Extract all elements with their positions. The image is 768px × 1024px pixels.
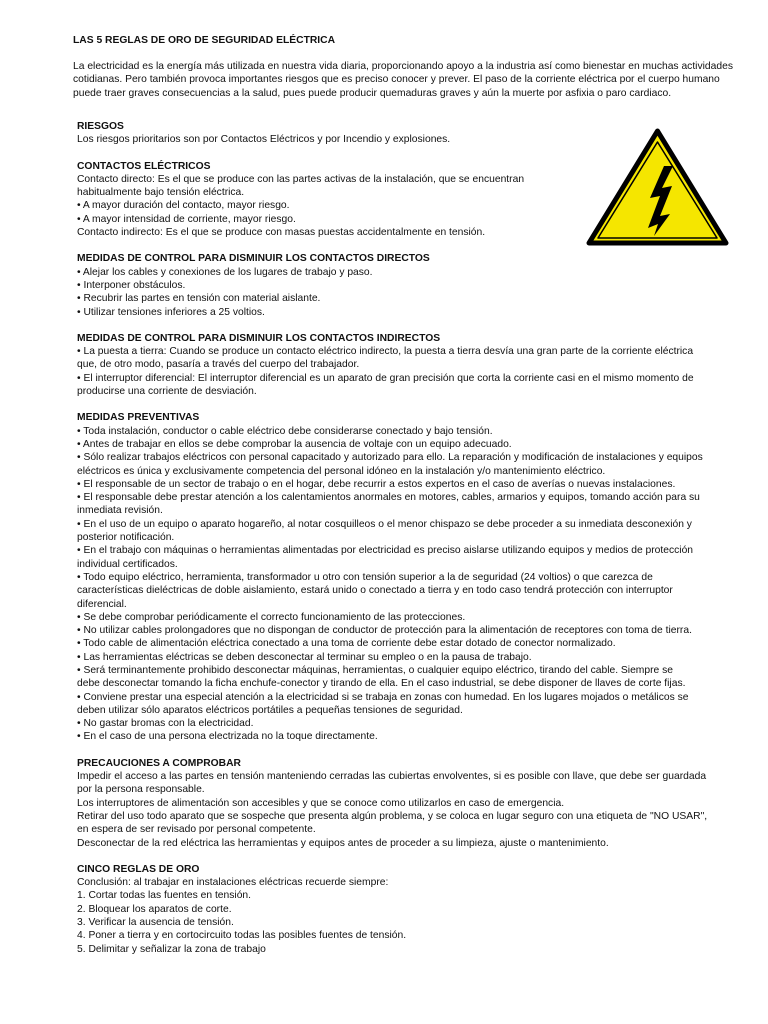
document-title: LAS 5 REGLAS DE ORO DE SEGURIDAD ELÉCTRICA [73, 35, 336, 46]
text-line: • Todo cable de alimentación eléctrica conectado a una toma de corriente debe estar dotado de conector normalizado. [77, 638, 616, 650]
document-body [77, 120, 737, 956]
text-line: debe desconectar tomando la ficha enchufe-conector y tirando de ella. En el caso industrial, se debe disponer de llaves de corte fijas. [77, 678, 686, 690]
text-line: Los riesgos prioritarios son por Contactos Eléctricos y por Incendio y explosiones. [77, 134, 451, 146]
text-line: • Antes de trabajar en ellos se debe comprobar la ausencia de voltaje con un equipo adecuado. [77, 438, 512, 450]
text-line: Impedir el acceso a las partes en tensión manteniendo cerradas las cubiertas envolventes, si es posible con llave, que debe ser guardada [77, 771, 707, 783]
text-line: • Conviene prestar una especial atención a la electricidad si se trabaja en zonas con humedad. En los lugares mojados o metálicos se [77, 691, 689, 703]
list-item: 3. Verificar la ausencia de tensión. [77, 917, 234, 929]
intro-paragraph: La electricidad es la energía más utilizada en nuestra vida diaria, proporcionando apoyo a la industria así como bienestar en muchas actividades cotidianas. Pero también provoca importantes riesgos que es preciso conocer y prever. El paso de la corriente eléctrica por el cuerpo humano puede traer graves consecuencias a la salud, pues puede producir quemaduras graves y aún la muerte por asfixia o paro cardiaco. [73, 61, 733, 99]
list-item: • Interponer obstáculos. [77, 279, 186, 291]
text-line: • La puesta a tierra: Cuando se produce un contacto eléctrico indirecto, la puesta a tierra desvía una gran parte de la corriente eléctrica [77, 346, 694, 358]
text-line: Retirar del uso todo aparato que se sospeche que presenta algún problema, y se coloca en lugar seguro con una etiqueta de "NO USAR", [77, 810, 708, 822]
text-line: deben utilizar sólo aparatos eléctricos portátiles a pequeñas tensiones de seguridad. [77, 704, 463, 716]
text-line: • Toda instalación, conductor o cable eléctrico debe considerarse conectado y bajo tensión. [77, 425, 493, 437]
text-line: inmediata revisión. [77, 505, 163, 517]
text-line: • En el caso de una persona electrizada no la toque directamente. [77, 731, 378, 743]
list-item: 2. Bloquear los aparatos de corte. [77, 903, 232, 915]
text-line: eléctricos es única y exclusivamente competencia del personal idóneo en la instalación y/o mantenimiento eléctrico. [77, 465, 606, 477]
text-line: diferencial. [77, 598, 127, 610]
text-line: • El interruptor diferencial: El interruptor diferencial es un aparato de gran precisión que corta la corriente casi en el mismo momento de [77, 372, 694, 384]
list-item: 4. Poner a tierra y en cortocircuito todas las posibles fuentes de tensión. [77, 930, 407, 942]
list-item: • A mayor duración del contacto, mayor riesgo. [77, 200, 290, 212]
section-heading: MEDIDAS DE CONTROL PARA DISMINUIR LOS CONTACTOS INDIRECTOS [77, 332, 441, 344]
text-line: • No utilizar cables prolongadores que no dispongan de conductor de protección para la alimentación de receptores con toma de tierra. [77, 625, 692, 637]
section-medidas-preventivas [77, 411, 737, 743]
section-riesgos [77, 120, 737, 147]
list-item: 1. Cortar todas las fuentes en tensión. [77, 890, 252, 902]
section-heading: CONTACTOS ELÉCTRICOS [77, 160, 211, 172]
text-line: • Todo equipo eléctrico, herramienta, transformador u otro con tensión superior a la de seguridad (24 voltios) o que carezca de [77, 571, 653, 583]
text-line: en espera de ser revisado por personal competente. [77, 824, 316, 836]
text-line: • El responsable debe prestar atención a los calentamientos anormales en motores, cables, armarios y equipos, tomando acción para su [77, 492, 700, 504]
text-line: • Sólo realizar trabajos eléctricos con personal capacitado y autorizado para ello. La reparación y modificación de instalaciones y equipos [77, 452, 703, 464]
section-contactos-electricos [77, 160, 737, 240]
section-heading: RIESGOS [77, 121, 124, 132]
text-line: producirse una corriente de desviación. [77, 386, 257, 398]
text-line: posterior notificación. [77, 532, 175, 544]
section-heading: MEDIDAS PREVENTIVAS [77, 412, 200, 424]
section-precauciones [77, 757, 737, 850]
list-item: 5. Delimitar y señalizar la zona de trabajo [77, 943, 266, 955]
section-heading: CINCO REGLAS DE ORO [77, 863, 200, 875]
text-line: por la persona responsable. [77, 784, 205, 796]
text-line: que, de otro modo, pasaría a través del cuerpo del trabajador. [77, 359, 360, 371]
text-line: • En el uso de un equipo o aparato hogareño, al notar cosquilleos o el menor chispazo se debe proceder a su inmediata desconexión y [77, 518, 692, 530]
text-line: • Las herramientas eléctricas se deben desconectar al terminar su empleo o en la pausa de trabajo. [77, 651, 532, 663]
text-line: • No gastar bromas con la electricidad. [77, 718, 254, 730]
text-line: • Se debe comprobar periódicamente el correcto funcionamiento de las protecciones. [77, 611, 466, 623]
text-line: individual certificados. [77, 558, 178, 570]
text-line: Los interruptores de alimentación son accesibles y que se conoce como utilizarlos en caso de emergencia. [77, 797, 565, 809]
section-heading: PRECAUCIONES A COMPROBAR [77, 757, 241, 769]
text-line: Contacto indirecto: Es el que se produce con masas puestas accidentalmente en tensión. [77, 227, 486, 239]
text-line: • Será terminantemente prohibido desconectar máquinas, herramientas, o cualquier equipo eléctrico, tirando del cable. Siempre se [77, 664, 674, 676]
section-medidas-contactos-indirectos [77, 332, 737, 398]
text-line: Contacto directo: Es el que se produce con las partes activas de la instalación, que se encuentran habitualmente bajo tensión eléctrica. [77, 173, 525, 199]
text-line: características dieléctricas de doble aislamiento, estará unido o conectado a tierra y en todo caso tendrá protección con interruptor [77, 585, 673, 597]
list-item: • Utilizar tensiones inferiores a 25 voltios. [77, 306, 265, 318]
list-item: • A mayor intensidad de corriente, mayor riesgo. [77, 213, 296, 225]
text-line: Desconectar de la red eléctrica las herramientas y equipos antes de proceder a su limpieza, ajuste o mantenimiento. [77, 837, 609, 849]
section-medidas-contactos-directos [77, 252, 737, 318]
section-heading: MEDIDAS DE CONTROL PARA DISMINUIR LOS CONTACTOS DIRECTOS [77, 253, 430, 265]
section-cinco-reglas [77, 863, 737, 956]
list-item: • Recubrir las partes en tensión con material aislante. [77, 293, 321, 305]
text-line: • El responsable de un sector de trabajo o en el hogar, debe recurrir a estos expertos en el caso de averías o nuevas instalaciones. [77, 478, 676, 490]
list-item: • Alejar los cables y conexiones de los lugares de trabajo y paso. [77, 266, 373, 278]
text-line: • En el trabajo con máquinas o herramientas alimentadas por electricidad es preciso aislarse utilizando equipos y medios de protección [77, 545, 694, 557]
text-line: Conclusión: al trabajar en instalaciones eléctricas recuerde siempre: [77, 877, 389, 889]
